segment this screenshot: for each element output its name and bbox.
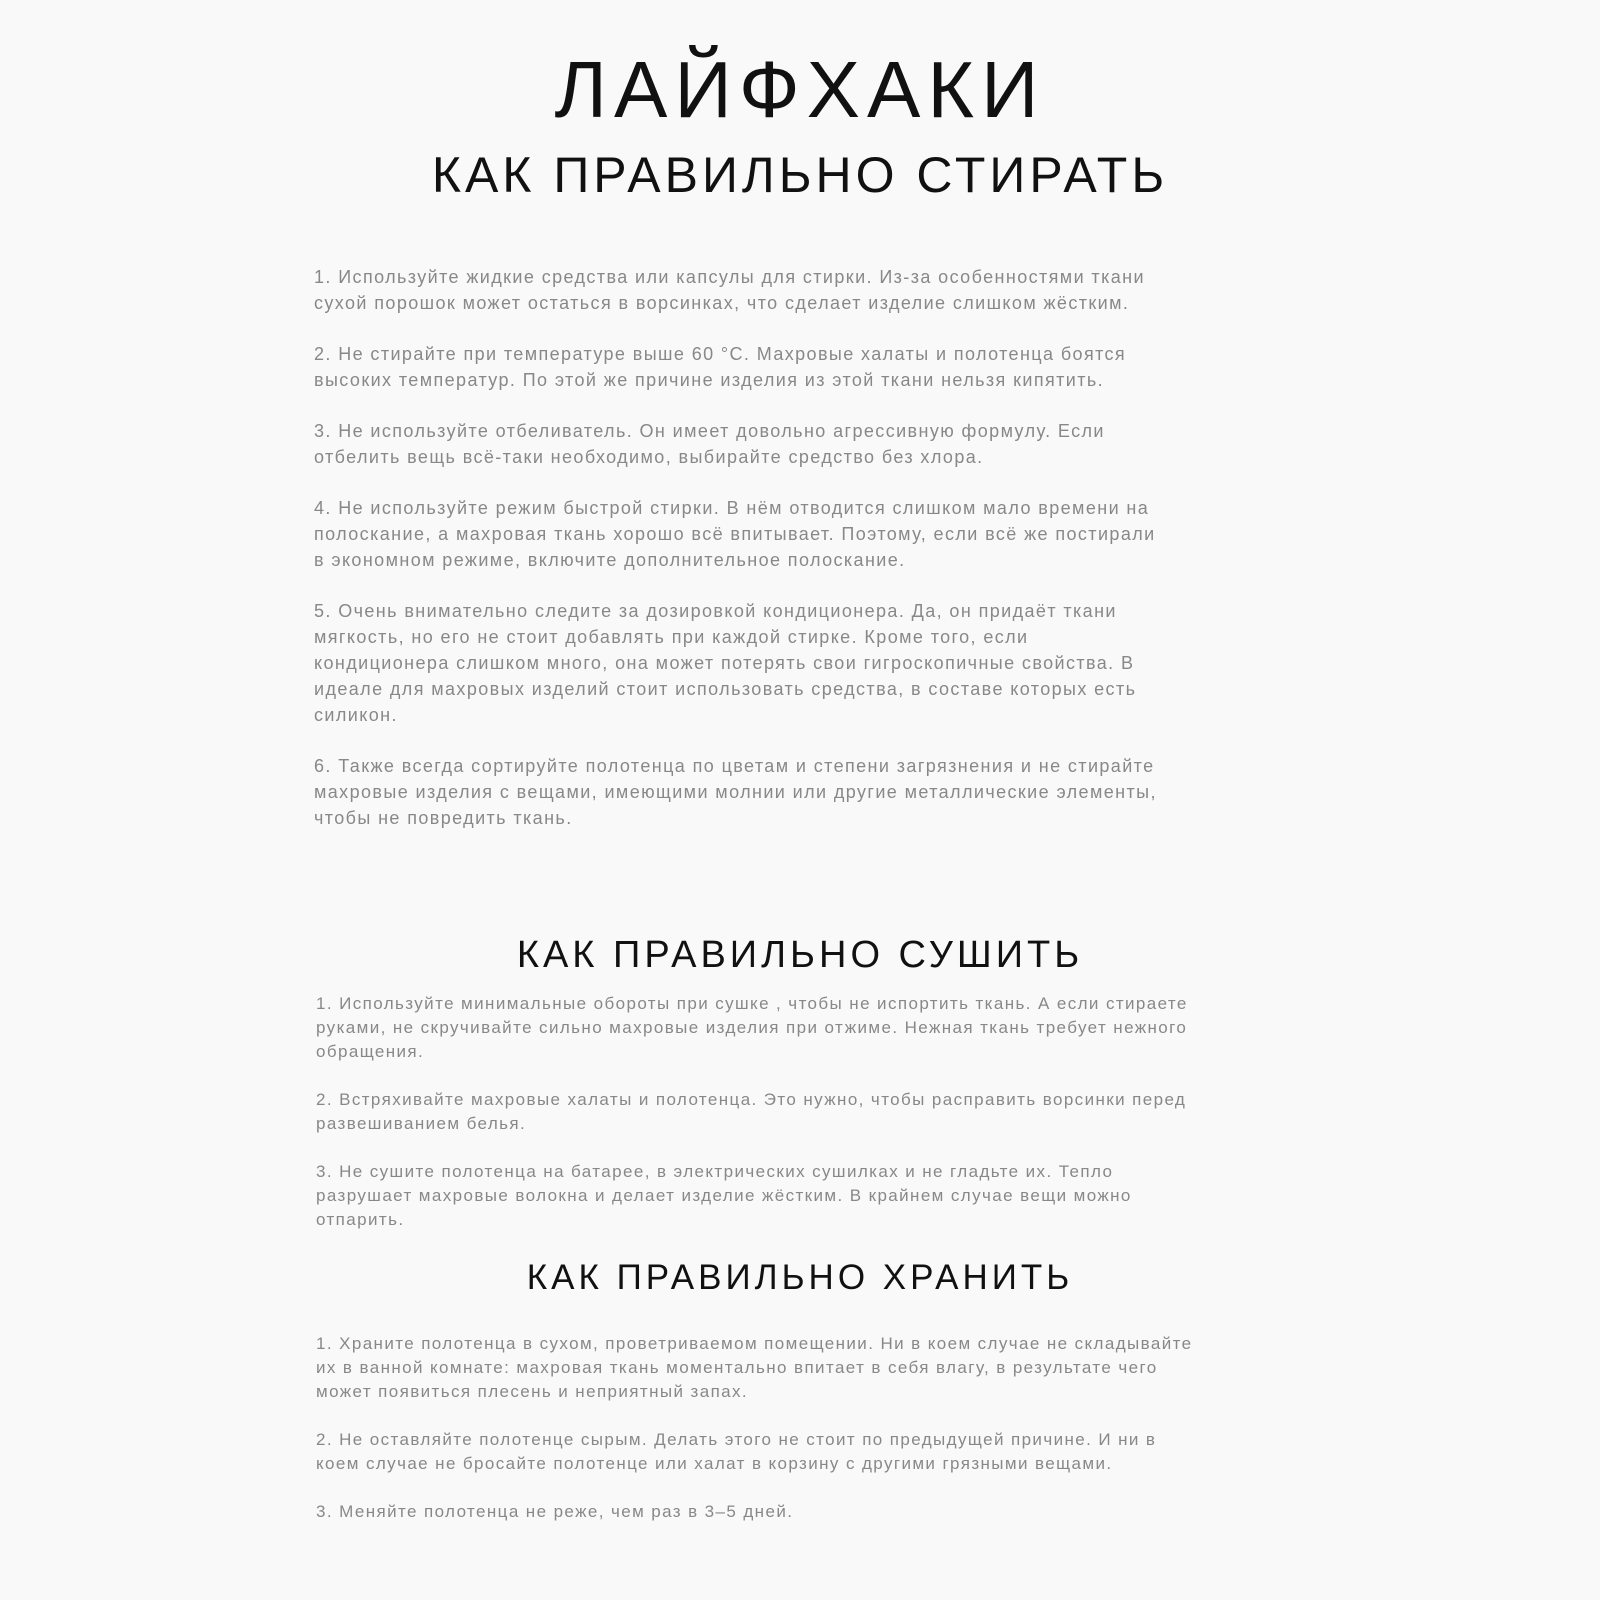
wash-tip: 1. Используйте жидкие средства или капсулы для стирки. Из-за особенностями ткани сухой порошок может остаться в ворсинках, что сделает изделие слишком жёстким. [314,267,1145,313]
wash-heading: КАК ПРАВИЛЬНО СТИРАТЬ [431,147,1169,203]
wash-tip: 6. Также всегда сортируйте полотенца по цветам и степени загрязнения и не стирайте махровые изделия с вещами, имеющими молнии или другие металлические элементы, чтобы не повредить ткань. [314,756,1157,828]
store-tip: 2. Не оставляйте полотенце сырым. Делать этого не стоит по предыдущей причине. И ни в коем случае не бросайте полотенце или халат в корзину с другими грязными вещами. [316,1430,1157,1473]
wash-tip: 4. Не используйте режим быстрой стирки. В нём отводится слишком мало времени на полоскание, а махровая ткань хорошо всё впитывает. Поэтому, если всё же постирали в экономном режиме, включите дополнительное полоскание. [314,498,1156,570]
store-heading: КАК ПРАВИЛЬНО ХРАНИТЬ [526,1258,1074,1297]
wash-tip: 5. Очень внимательно следите за дозировкой кондиционера. Да, он придаёт ткани мягкость, но его не стоит добавлять при каждой стирке. Кроме того, если кондиционера слишком много, она может потерять свои гигроскопичные свойства. В идеале для махровых изделий стоит использовать средства, в составе которых есть силикон. [314,601,1137,725]
store-tips-list [316,1332,1326,1548]
store-tip: 1. Храните полотенца в сухом, проветриваемом помещении. Ни в коем случае не складывайте их в ванной комнате: махровая ткань моментально впитает в себя влагу, в результате чего может появиться плесень и неприятный запах. [316,1334,1193,1401]
page-title: ЛАЙФХАКИ [554,45,1046,134]
dry-tip: 3. Не сушите полотенца на батарее, в электрических сушилках и не гладьте их. Тепло разрушает махровые волокна и делает изделие жёстким. В крайнем случае вещи можно отпарить. [316,1162,1132,1229]
wash-tip: 2. Не стирайте при температуре выше 60 °С. Махровые халаты и полотенца боятся высоких температур. По этой же причине изделия из этой ткани нельзя кипятить. [314,344,1127,390]
dry-tip: 2. Встряхивайте махровые халаты и полотенца. Это нужно, чтобы расправить ворсинки перед развешиванием белья. [316,1090,1187,1133]
wash-tips-list [314,264,1324,856]
wash-tip: 3. Не используйте отбеливатель. Он имеет довольно агрессивную формулу. Если отбелить вещь всё-таки необходимо, выбирайте средство без хлора. [314,421,1105,467]
dry-tips-list [316,992,1326,1256]
dry-tip: 1. Используйте минимальные обороты при сушке , чтобы не испортить ткань. А если стираете руками, не скручивайте сильно махровые изделия при отжиме. Нежная ткань требует нежного обращения. [316,994,1188,1061]
store-tip: 3. Меняйте полотенца не реже, чем раз в 3–5 дней. [316,1502,794,1521]
dry-heading: КАК ПРАВИЛЬНО СУШИТЬ [516,934,1084,976]
